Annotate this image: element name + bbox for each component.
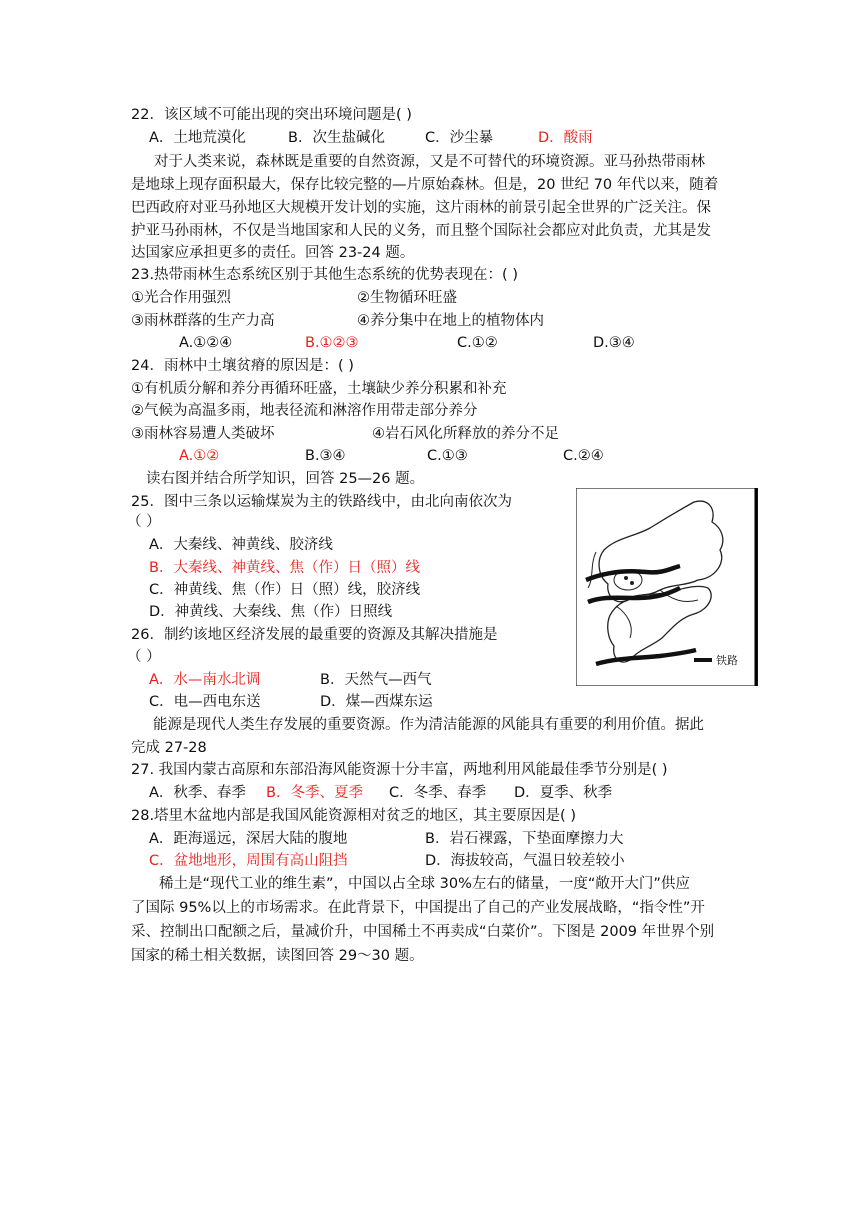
q25-option-b-answer: B．大秦线、神黄线、焦（作）日（照）线 xyxy=(149,560,420,576)
question-26-stem: 26．制约该地区经济发展的最重要的资源及其解决措施是 xyxy=(131,627,498,643)
passage3-line: 了国际 95%以上的市场需求。在此背景下，中国提出了自己的产业发展战略，“指令性”开 xyxy=(131,900,705,916)
intro-25-26: 读右图并结合所学知识，回答 25—26 题。 xyxy=(146,471,425,487)
q24-option-b: B.③④ xyxy=(305,448,346,464)
passage1-line: 是地球上现存面积最大，保存比较完整的—片原始森林。但是，20 世纪 70 年代以来，随着 xyxy=(131,177,719,193)
q22-option-b: B．次生盐碱化 xyxy=(288,130,385,146)
question-27-stem: 27. 我国内蒙古高原和东部沿海风能资源十分丰富，两地利用风能最佳季节分别是( ) xyxy=(131,762,668,778)
q23-item: ②生物循环旺盛 xyxy=(357,290,457,306)
q26-option-b: B．天然气—西气 xyxy=(320,672,432,688)
q24-option-c: C.①③ xyxy=(427,448,468,464)
q27-option-d: D．夏季、秋季 xyxy=(514,785,613,801)
q28-option-b: B．岩石裸露，下垫面摩擦力大 xyxy=(425,831,624,847)
q25-option-a: A．大秦线、神黄线、胶济线 xyxy=(149,537,333,553)
q22-option-d-answer: D．酸雨 xyxy=(538,130,593,146)
q24-item: ④岩石风化所释放的养分不足 xyxy=(372,426,559,442)
q27-option-b-answer: B．冬季、夏季 xyxy=(266,785,363,801)
q23-option-b-answer: B.①②③ xyxy=(305,335,359,351)
q28-option-c-answer: C．盆地地形，周围有高山阻挡 xyxy=(149,853,348,869)
question-28-stem: 28.塔里木盆地内部是我国风能资源相对贫乏的地区，其主要原因是( ) xyxy=(131,808,576,824)
q28-option-d: D．海拔较高，气温日较差较小 xyxy=(425,853,625,869)
q24-option-a-answer: A.①② xyxy=(179,448,220,464)
q24-item: ③雨林容易遭人类破坏 xyxy=(131,426,275,442)
question-22-stem: 22．该区域不可能出现的突出环境问题是( ) xyxy=(131,107,412,123)
q23-item: ①光合作用强烈 xyxy=(131,290,231,306)
q23-item: ④养分集中在地上的植物体内 xyxy=(357,313,544,329)
question-24-stem: 24．雨林中土壤贫瘠的原因是：( ) xyxy=(131,358,354,374)
q27-option-c: C．冬季、春季 xyxy=(389,785,487,801)
question-25-stem: 25．图中三条以运输煤炭为主的铁路线中，由北向南依次为 xyxy=(131,494,512,510)
passage3-line: 采、控制出口配额之后，量减价升，中国稀土不再卖成“白菜价”。下图是 2009 年世界个别 xyxy=(131,924,715,940)
city-dot xyxy=(630,581,634,585)
city-dot xyxy=(624,576,628,580)
passage3-line: 稀土是“现代工业的维生素”，中国以占全球 30%左右的储量，一度“敞开大门”供应 xyxy=(159,876,690,892)
q23-option-d: D.③④ xyxy=(593,335,635,351)
q26-option-c: C．电—西电东送 xyxy=(149,694,261,710)
q23-option-a: A.①②④ xyxy=(179,335,233,351)
q24-option-d: C.②④ xyxy=(563,448,604,464)
passage1-line: 达国家应承担更多的责任。回答 23-24 题。 xyxy=(131,245,415,261)
region-map-figure xyxy=(576,488,758,686)
passage1-line: 护亚马孙雨林，不仅是当地国家和人民的义务，而且整个国际社会都应对此负责，尤其是发 xyxy=(131,223,711,239)
q28-option-a: A．距海遥远，深居大陆的腹地 xyxy=(149,831,348,847)
passage3-line: 国家的稀土相关数据，读图回答 29～30 题。 xyxy=(131,948,424,964)
q23-item: ③雨林群落的生产力高 xyxy=(131,313,275,329)
question-25-paren: （ ） xyxy=(127,514,161,530)
q27-option-a: A．秋季、春季 xyxy=(149,785,246,801)
question-23-stem: 23.热带雨林生态系统区别于其他生态系统的优势表现在：( ) xyxy=(131,267,518,283)
q25-option-d: D．神黄线、大秦线、焦（作）日照线 xyxy=(149,604,393,620)
q26-option-d: D．煤—西煤东运 xyxy=(320,694,433,710)
q23-option-c: C.①② xyxy=(457,335,498,351)
passage2-line: 完成 27-28 xyxy=(131,740,207,756)
q26-option-a-answer: A．水—南水北调 xyxy=(149,672,261,688)
q22-option-a: A．土地荒漠化 xyxy=(149,130,246,146)
passage1-line: 巴西政府对亚马孙地区大规模开发计划的实施，这片雨林的前景引起全世界的广泛关注。保 xyxy=(131,200,711,216)
q22-option-c: C．沙尘暴 xyxy=(425,130,494,146)
passage1-line: 对于人类来说，森林既是重要的自然资源，又是不可替代的环境资源。亚马孙热带雨林 xyxy=(154,154,705,170)
q25-option-c: C．神黄线、焦（作）日（照）线，胶济线 xyxy=(149,582,421,598)
legend-railway-label: 铁路 xyxy=(716,654,738,667)
q24-item: ①有机质分解和养分再循环旺盛，土壤缺少养分积累和补充 xyxy=(131,381,507,397)
question-26-paren: （ ） xyxy=(127,649,161,665)
passage2-line: 能源是现代人类生存发展的重要资源。作为清洁能源的风能具有重要的利用价值。据此 xyxy=(153,717,704,733)
q24-item: ②气候为高温多雨，地表径流和淋溶作用带走部分养分 xyxy=(131,403,478,419)
